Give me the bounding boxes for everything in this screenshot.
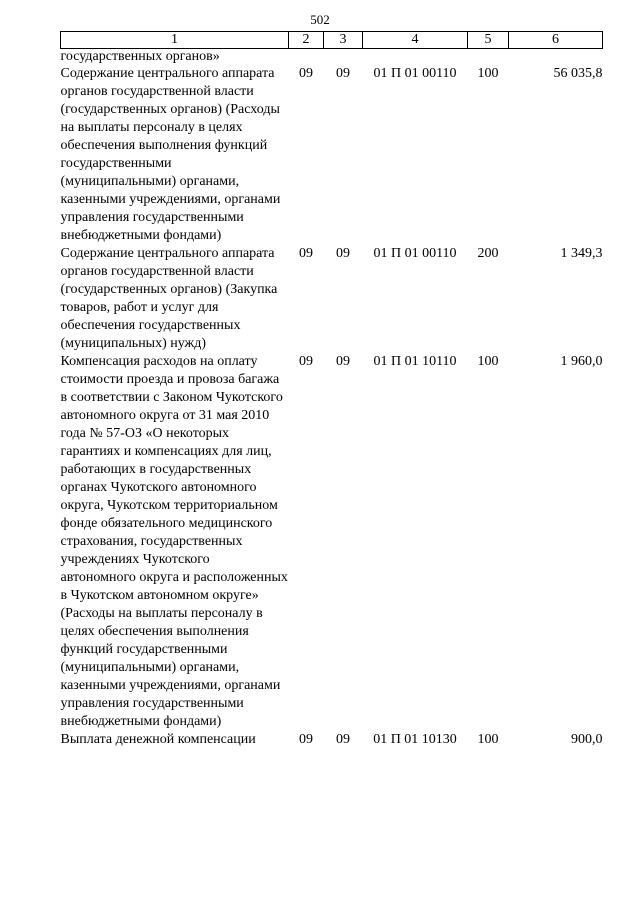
row-amount: 1 960,0 <box>560 354 603 369</box>
row-target-article: 01 П 01 00110 <box>373 66 457 81</box>
header-col-1: 1 <box>61 32 289 49</box>
row-amount: 900,0 <box>571 732 603 747</box>
header-col-5: 5 <box>468 32 509 49</box>
row-description: Содержание центрального аппарата органов государственной власти (государственных органов) (Закупка товаров, работ и услуг для обеспечения государственных (муниципальных) нужд) <box>60 246 278 351</box>
row-subsection: 09 <box>336 246 350 261</box>
row-amount: 1 349,3 <box>560 246 603 261</box>
row-expense-type: 100 <box>477 66 499 81</box>
header-row <box>61 32 603 49</box>
row-expense-type: 100 <box>477 732 499 747</box>
row-section: 09 <box>299 354 313 369</box>
budget-table <box>60 31 603 749</box>
row-expense-type: 200 <box>477 246 499 261</box>
header-col-3: 3 <box>324 32 363 49</box>
row-section: 09 <box>299 246 313 261</box>
row-subsection <box>324 49 363 66</box>
row-amount: 56 035,8 <box>553 66 603 81</box>
header-col-4: 4 <box>363 32 468 49</box>
row-section: 09 <box>299 66 313 81</box>
row-target-article: 01 П 01 10110 <box>373 354 457 369</box>
table-row <box>61 245 603 353</box>
row-section <box>289 49 324 66</box>
row-target-article: 01 П 01 10130 <box>373 732 457 747</box>
table-row <box>61 353 603 731</box>
row-target-article <box>363 49 468 66</box>
row-description: Выплата денежной компенсации <box>60 732 256 747</box>
header-col-2: 2 <box>289 32 324 49</box>
page-number: 502 <box>310 12 330 27</box>
header-col-6: 6 <box>509 32 603 49</box>
row-subsection: 09 <box>336 354 350 369</box>
row-subsection: 09 <box>336 66 350 81</box>
row-description: Компенсация расходов на оплату стоимости проезда и провоза багажа в соответствии с Законом Чукотского автономного округа от 31 мая 2010 года № 57-ОЗ «О некоторых гарантиях и компенсациях для лиц, работающих в государственных органах Чукотского автономного округа, Чукотском территориальном фонде обязательного медицинского страхования, государственных учреждениях Чукотского автономного округа и расположенных в Чукотском автономном округе» (Расходы на выплаты персоналу в целях обеспечения выполнения функций государственными (муниципальными) органами, казенными учреждениями, органами управления государственными внебюджетными фондами) <box>60 354 288 729</box>
row-expense-type <box>468 49 509 66</box>
row-expense-type: 100 <box>477 354 499 369</box>
row-target-article: 01 П 01 00110 <box>373 246 457 261</box>
row-section: 09 <box>299 732 313 747</box>
row-subsection: 09 <box>336 732 350 747</box>
row-amount <box>509 49 603 66</box>
table-row <box>61 731 603 749</box>
table-row <box>61 65 603 245</box>
table-row <box>61 49 603 66</box>
row-description: государственных органов» <box>60 49 220 64</box>
row-description: Содержание центрального аппарата органов государственной власти (государственных органов) (Расходы на выплаты персоналу в целях обеспечения выполнения функций государственными (муниципальными) органами, казенными учреждениями, органами управления государственными внебюджетными фондами) <box>60 66 281 243</box>
